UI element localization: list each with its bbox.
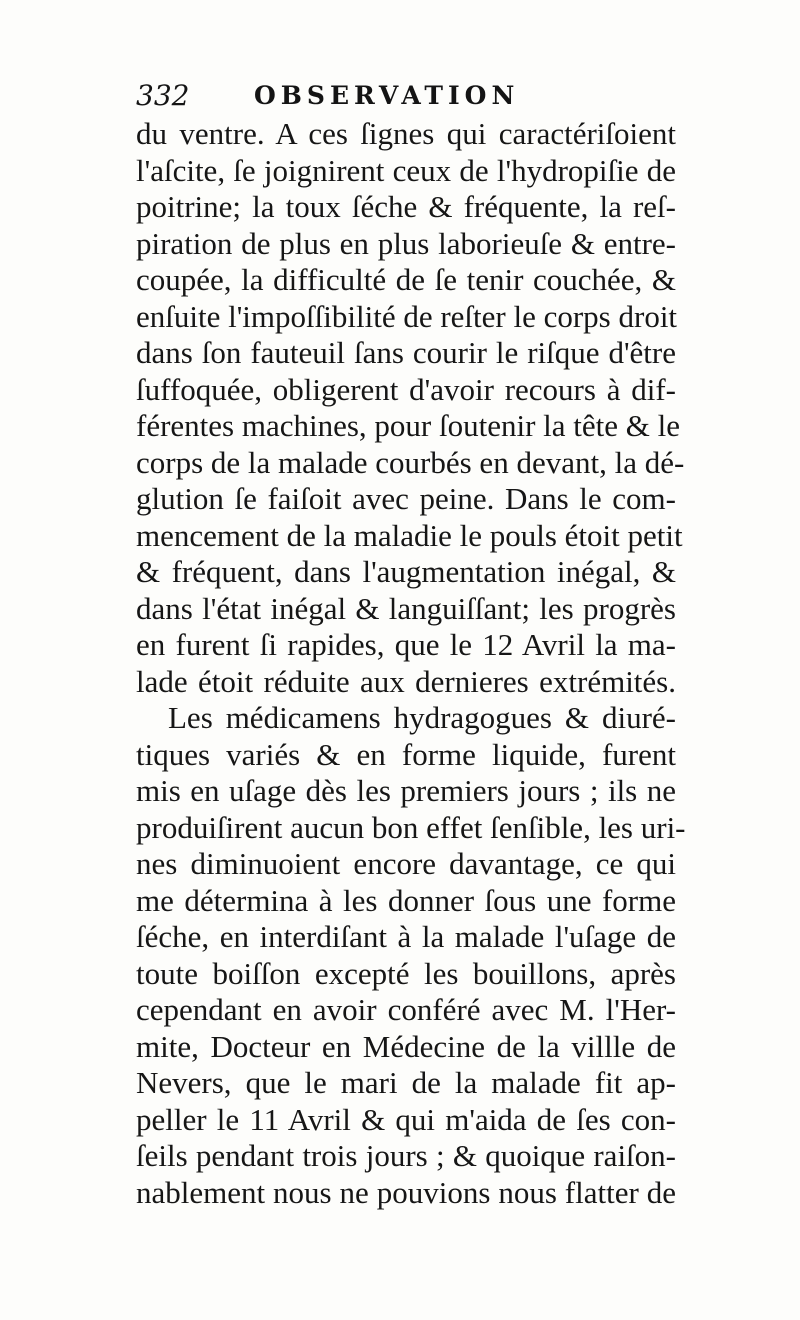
text-line: lade étoit réduite aux dernieres extrémités. [136, 663, 676, 699]
text-line: enſuite l'impoſſibilité de reſter le corps droit [136, 298, 678, 334]
running-title: OBSERVATION [254, 81, 520, 110]
text-line: piration de plus en plus laborieuſe & entre- [136, 225, 676, 261]
body-text [136, 116, 686, 1211]
text-line: peller le 11 Avril & qui m'aida de ſes con- [136, 1101, 676, 1137]
text-line: toute boiſſon excepté les bouillons, après [136, 955, 676, 991]
text-line: nes diminuoient encore davantage, ce qui [136, 846, 676, 881]
text-line: cependant en avoir conféré avec M. l'Her- [136, 992, 676, 1027]
text-line: férentes machines, pour ſoutenir la tête & le [136, 408, 681, 443]
text-line: poitrine; la toux ſéche & fréquente, la reſ- [136, 189, 676, 224]
text-line: l'aſcite, ſe joignirent ceux de l'hydropiſie de [136, 152, 676, 188]
paragraph-1 [136, 116, 685, 700]
paragraph-2 [136, 700, 686, 1211]
text-line: tiques variés & en forme liquide, furent [136, 736, 676, 772]
text-line: & fréquent, dans l'augmentation inégal, & [136, 554, 676, 589]
text-line: corps de la malade courbés en devant, la dé- [136, 444, 685, 480]
text-line: coupée, la difficulté de ſe tenir couchée, & [136, 262, 676, 297]
text-line: Nevers, que le mari de la malade fit ap- [136, 1065, 676, 1100]
text-line: dans ſon fauteuil ſans courir le riſque d'être [136, 335, 676, 370]
text-line: mencement de la maladie le pouls étoit petit [136, 517, 683, 553]
text-line: ſuffoquée, obligerent d'avoir recours à dif- [136, 371, 676, 407]
text-line: mite, Docteur en Médecine de la villle de [136, 1028, 676, 1064]
text-line: me détermina à les donner ſous une forme [136, 882, 676, 918]
text-line: en furent ſi rapides, que le 12 Avril la ma- [136, 627, 676, 662]
page-header [136, 76, 676, 116]
text-line: nablement nous ne pouvions nous flatter de [136, 1174, 676, 1210]
text-line: ſéche, en interdiſant à la malade l'uſage de [136, 919, 676, 954]
text-line: produiſirent aucun bon effet ſenſible, les uri- [136, 809, 686, 845]
text-line: glution ſe faiſoit avec peine. Dans le com- [136, 481, 676, 516]
text-line: Les médicamens hydragogues & diuré- [168, 700, 676, 735]
page-number: 332 [136, 79, 190, 112]
text-line: dans l'état inégal & languiſſant; les progrès [136, 590, 676, 626]
text-line: du ventre. A ces ſignes qui caractériſoient [136, 116, 676, 151]
text-line: ſeils pendant trois jours ; & quoique raiſon- [136, 1138, 676, 1173]
text-line: mis en uſage dès les premiers jours ; ils ne [136, 773, 676, 808]
